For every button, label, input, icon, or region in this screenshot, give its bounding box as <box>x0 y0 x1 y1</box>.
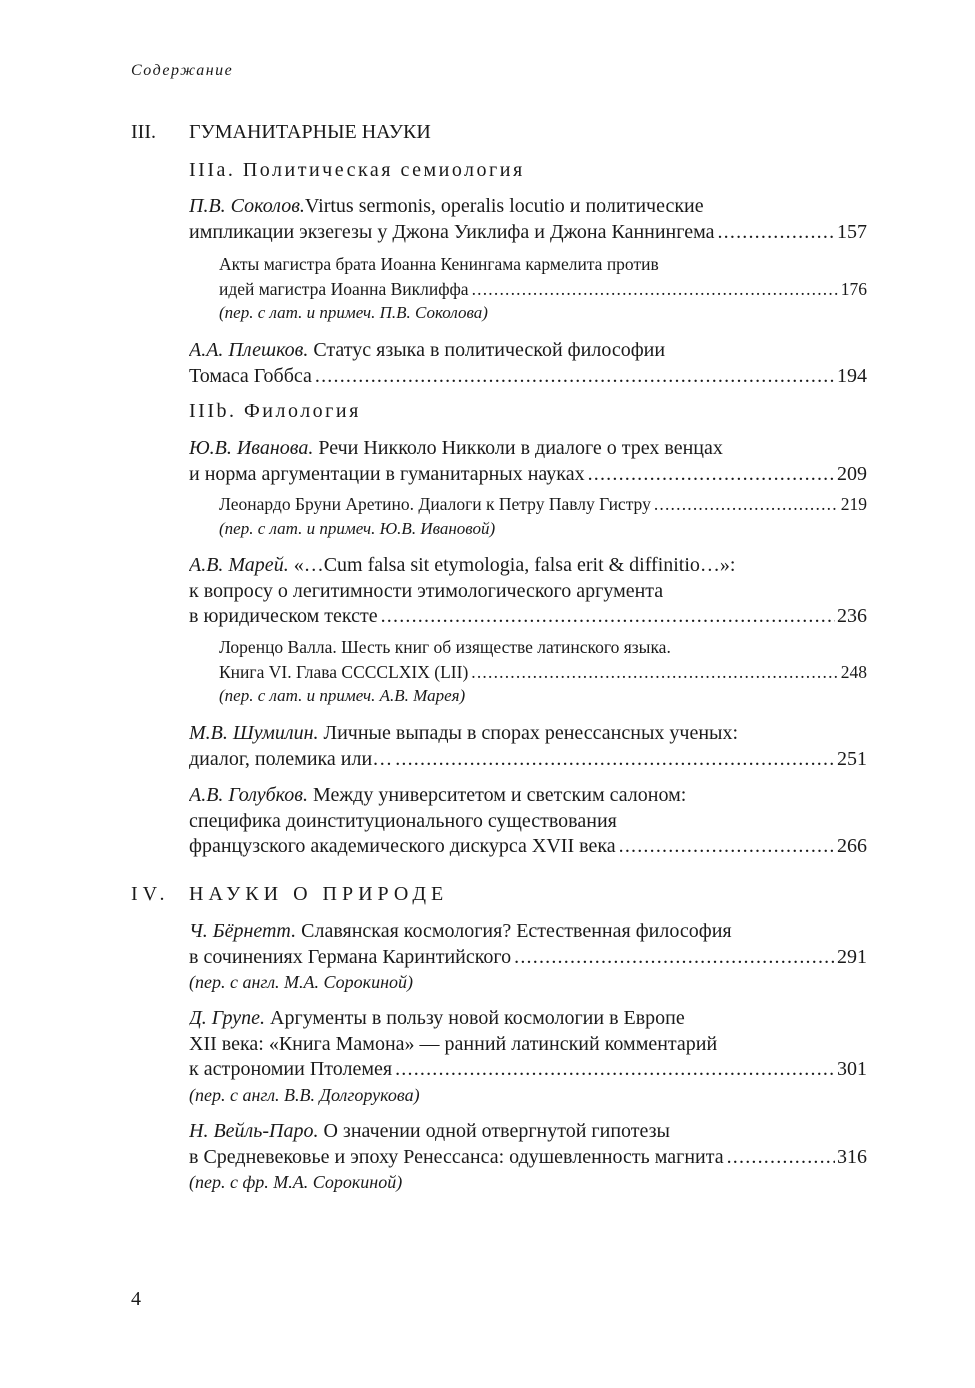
entry-title-line: в Средневековье и эпоху Ренессанса: одушевленность магнита <box>189 1145 724 1168</box>
section-title: ГУМАНИТАРНЫЕ НАУКИ <box>189 121 431 143</box>
entry-title-line: диалог, полемика или… <box>189 747 393 770</box>
toc-subentry[interactable] <box>219 252 867 325</box>
toc-subentry[interactable] <box>219 635 867 708</box>
entry-author: А.В. Голубков. <box>189 784 308 806</box>
section-number: IV. <box>131 883 170 905</box>
dot-leader <box>727 1145 835 1171</box>
entry-title-line: XII века: «Книга Мамона» — ранний латинский комментарий <box>189 1032 718 1055</box>
page-number: 316 <box>837 1145 867 1168</box>
running-head: Содержание <box>131 62 234 79</box>
subsection-heading-iiia: IIIa. Политическая семиология <box>189 159 525 181</box>
entry-title-line: в сочинениях Германа Каринтийского <box>189 945 512 968</box>
toc-entry[interactable] <box>189 1006 867 1107</box>
page-number: 209 <box>837 462 867 485</box>
entry-title-line: Акты магистра брата Иоанна Кенингама кармелита против <box>219 254 659 274</box>
entry-author: М.В. Шумилин. <box>189 722 319 744</box>
entry-title-line: Личные выпады в спорах ренессансных ученых: <box>318 722 739 744</box>
toc-entry[interactable] <box>189 194 867 245</box>
dot-leader <box>395 1057 835 1083</box>
page-number: 176 <box>840 278 867 299</box>
toc-entry[interactable] <box>189 1119 867 1194</box>
toc-entry[interactable] <box>189 338 867 389</box>
toc-subentry[interactable] <box>219 492 867 541</box>
page-number: 301 <box>837 1058 867 1080</box>
dot-leader <box>654 492 839 517</box>
entry-title-line: Книга VI. Глава CCCCLXIX (LII) <box>219 661 469 682</box>
toc-entry[interactable] <box>189 783 867 860</box>
toc-entry[interactable] <box>189 919 867 994</box>
toc-entry[interactable] <box>189 553 867 630</box>
section-title: НАУКИ О ПРИРОДЕ <box>189 883 449 905</box>
translation-note: (пер. с англ. В.В. Долгорукова) <box>189 1084 420 1105</box>
dot-leader <box>471 660 838 685</box>
translation-note: (пер. с фр. М.А. Сорокиной) <box>189 1172 403 1192</box>
dot-leader <box>717 220 835 246</box>
toc-entry[interactable] <box>189 436 867 487</box>
subsection-heading-iiib: IIIb. Филология <box>189 400 361 422</box>
entry-author: Д. Групе. <box>189 1007 266 1029</box>
dot-leader <box>514 945 835 971</box>
dot-leader <box>381 604 835 630</box>
page-number: 266 <box>837 835 867 857</box>
entry-title-line: французского академического дискурса XVII века <box>189 835 616 857</box>
entry-title-line: Речи Никколо Никколи в диалоге о трех венцах <box>313 437 723 459</box>
entry-title-line: к астрономии Птолемея <box>189 1058 393 1080</box>
entry-author: А.А. Плешков. <box>189 339 309 361</box>
dot-leader <box>472 277 839 302</box>
entry-title-line: Томаса Гоббса <box>189 364 312 387</box>
entry-title-line: О значении одной отвергнутой гипотезы <box>318 1120 670 1142</box>
entry-author: Н. Вейль-Паро. <box>189 1120 319 1142</box>
translation-note: (пер. с англ. М.А. Сорокиной) <box>189 972 413 992</box>
entry-title-line: Славянская космология? Естественная философия <box>296 920 732 942</box>
translation-note: (пер. с лат. и примеч. Ю.В. Ивановой) <box>219 518 496 538</box>
page-number: 157 <box>837 220 867 243</box>
page-number: 251 <box>837 747 867 770</box>
entry-title-line: Статус языка в политической философии <box>308 339 666 361</box>
entry-author: А.В. Марей. <box>189 554 289 576</box>
page-number: 248 <box>840 661 867 682</box>
section-number: III. <box>131 121 156 143</box>
entry-title-line: в юридическом тексте <box>189 605 378 627</box>
translation-note: (пер. с лат. и примеч. П.В. Соколова) <box>219 303 488 322</box>
dot-leader <box>395 747 835 773</box>
entry-title-line: «…Cum falsa sit etymologia, falsa erit & diffinitio…»: <box>288 554 736 576</box>
entry-author: Ч. Бёрнетт. <box>189 920 297 942</box>
entry-title-line: Лоренцо Валла. Шесть книг об изяществе латинского языка. <box>219 637 671 657</box>
dot-leader <box>315 364 835 390</box>
entry-title-line: и норма аргументации в гуманитарных науках <box>189 462 585 485</box>
page-number-footer: 4 <box>131 1288 141 1310</box>
entry-author: П.В. Соколов. <box>189 195 305 217</box>
page-number: 194 <box>837 364 867 387</box>
dot-leader <box>588 462 835 488</box>
page-number: 291 <box>837 945 867 968</box>
page-number: 236 <box>837 605 867 627</box>
entry-title-line: идей магистра Иоанна Виклиффа <box>219 278 469 299</box>
entry-title-line: к вопросу о легитимности этимологического аргумента <box>189 579 664 602</box>
translation-note: (пер. с лат. и примеч. А.В. Марея) <box>219 686 466 705</box>
entry-title-line: импликации экзегезы у Джона Уиклифа и Джона Каннингема <box>189 220 715 243</box>
entry-author: Ю.В. Иванова. <box>189 437 314 459</box>
entry-title-line: Аргументы в пользу новой космологии в Европе <box>265 1007 685 1029</box>
toc-entry[interactable] <box>189 721 867 772</box>
dot-leader <box>619 834 835 860</box>
entry-title-line: Между университетом и светским салоном: <box>307 784 687 806</box>
entry-title-line: Virtus sermonis, operalis locutio и политические <box>304 195 704 217</box>
entry-title-line: Леонардо Бруни Аретино. Диалоги к Петру Павлу Гистру <box>219 494 651 514</box>
entry-title-line: специфика доинституционального существования <box>189 809 617 832</box>
page-number: 219 <box>840 494 867 514</box>
